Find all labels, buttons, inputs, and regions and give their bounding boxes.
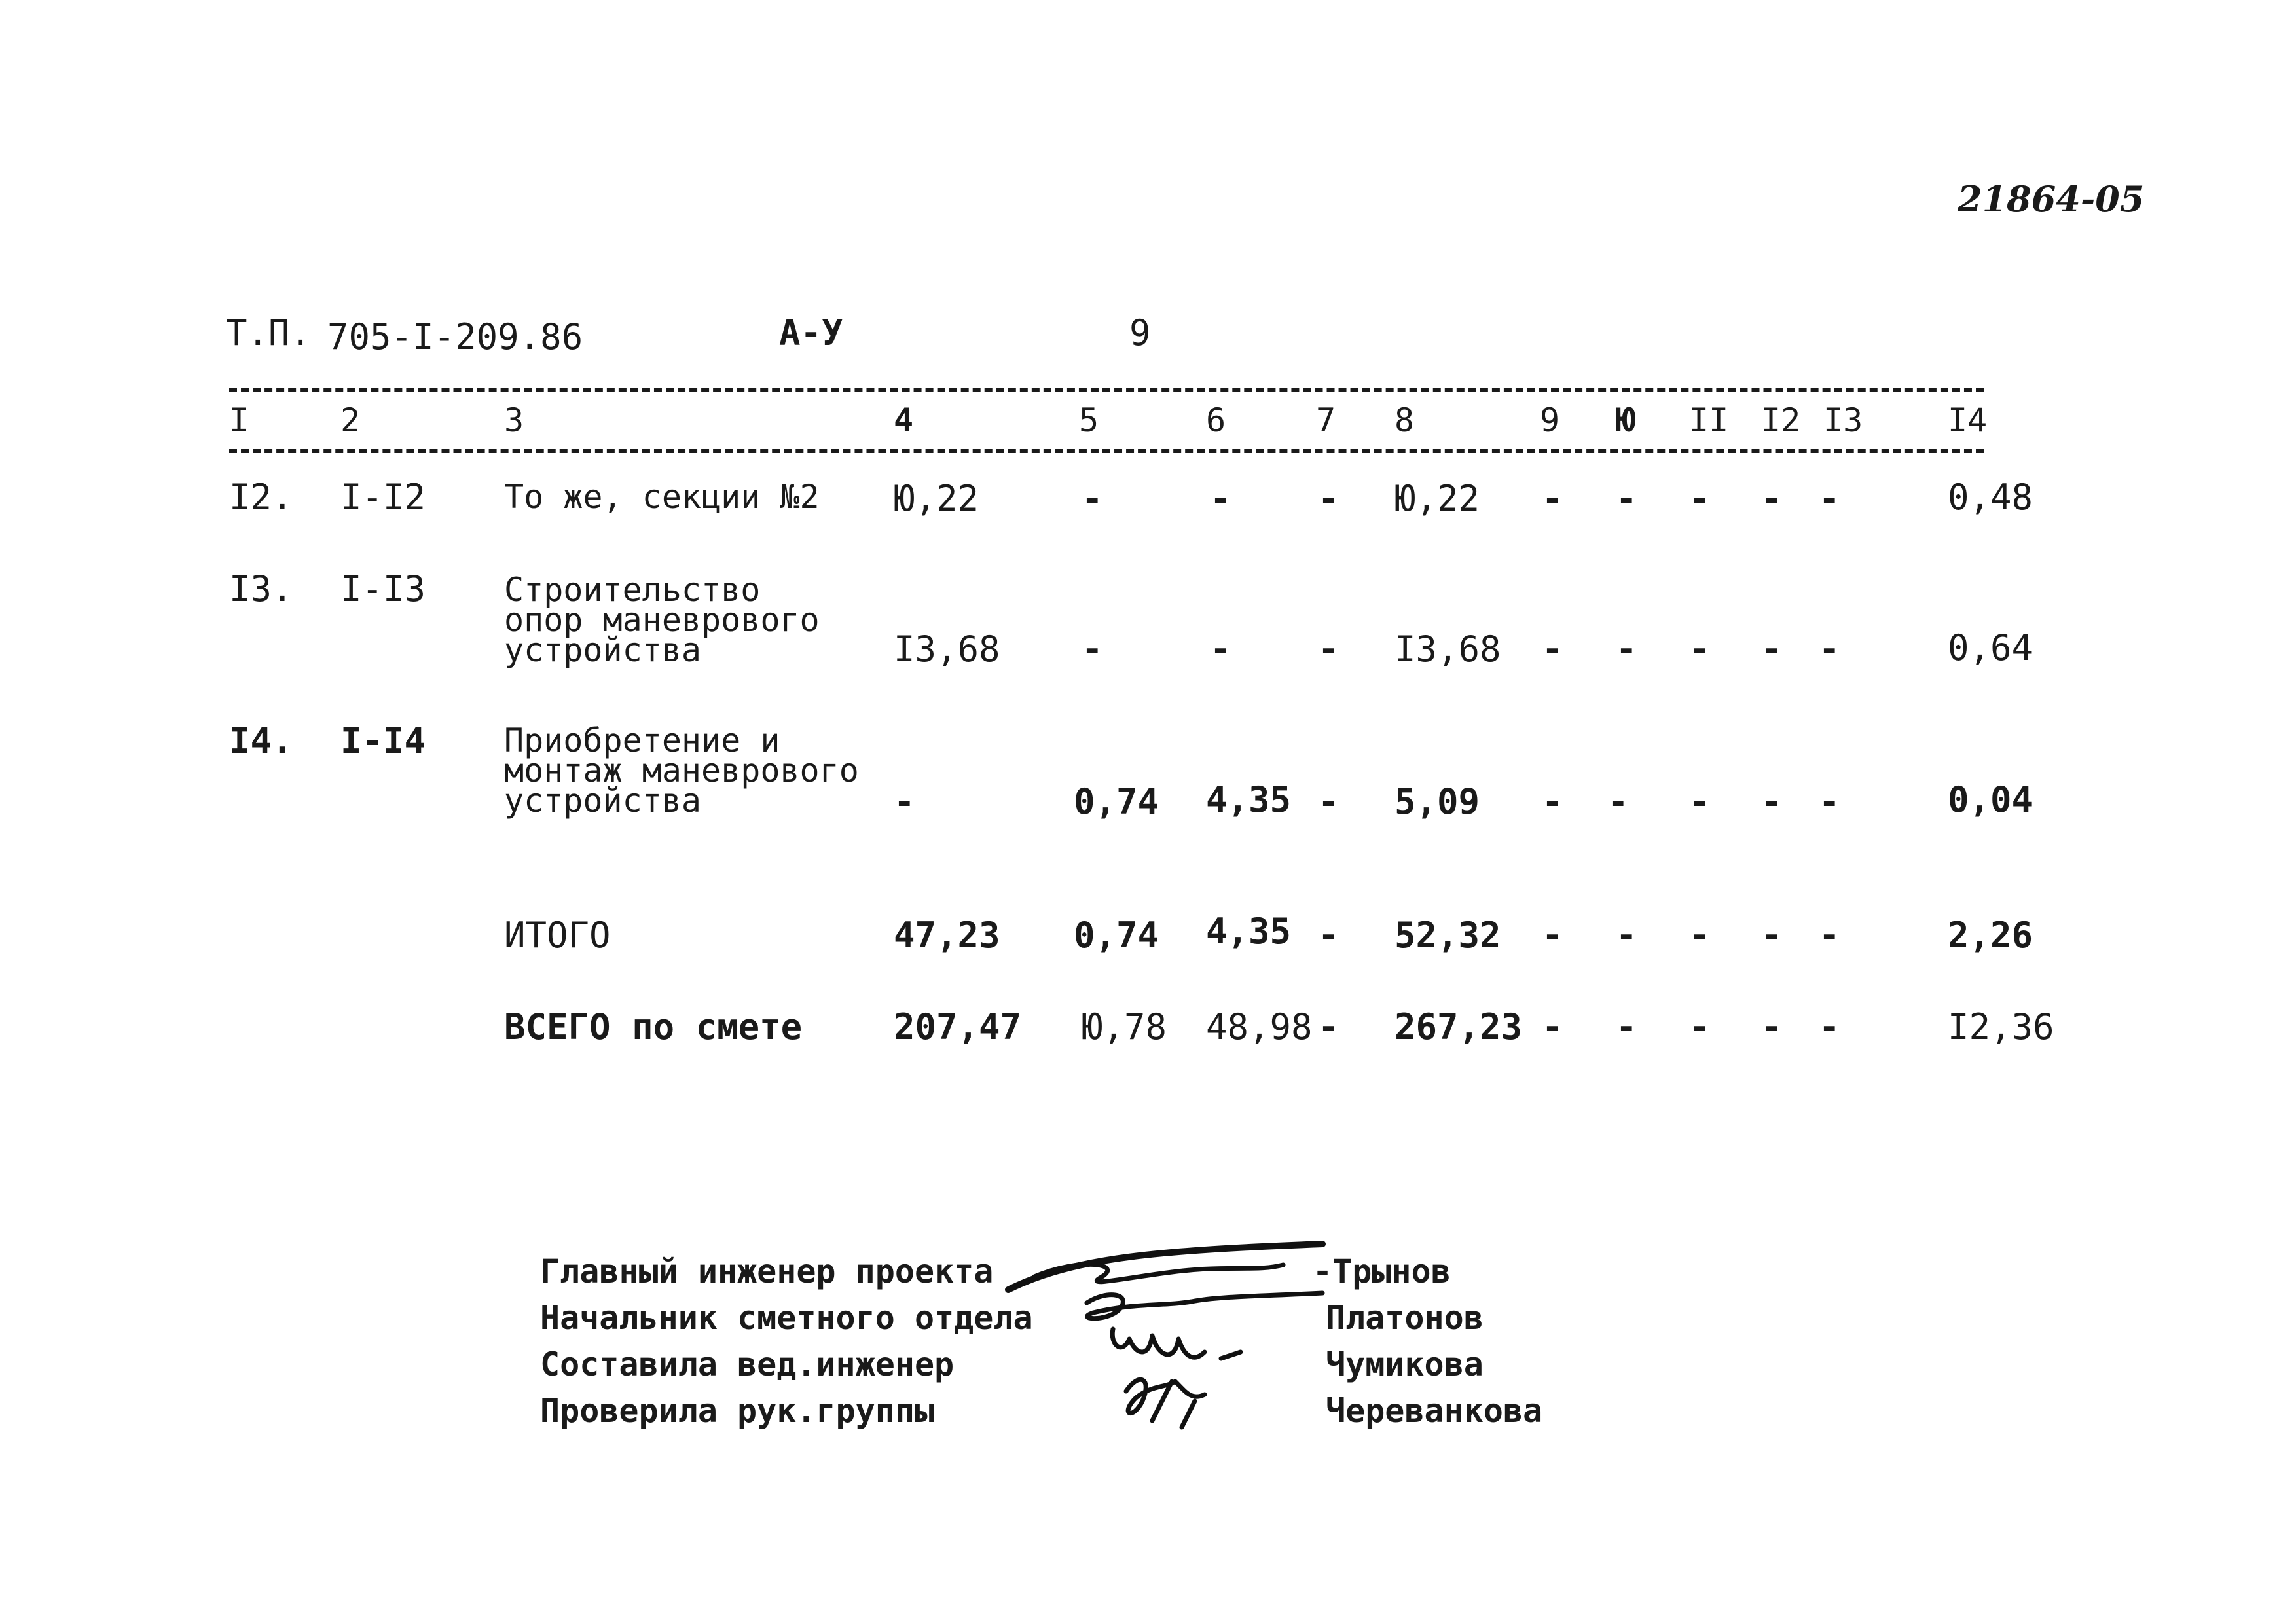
cell-c8: 267,23 [1394, 1006, 1523, 1048]
cell-c10: - [1616, 1006, 1637, 1048]
cell-c10: - [1616, 915, 1637, 956]
cell-c12: - [1761, 629, 1783, 670]
row-description-line-1: Приобретение и [504, 721, 780, 759]
row-number: I4. [229, 720, 293, 761]
doc-prefix: Т.П. [226, 312, 312, 354]
row-description-line-3: устройства [504, 631, 702, 669]
handwritten-signatures [995, 1231, 1336, 1453]
col-12: I2 [1761, 401, 1801, 439]
col-6: 6 [1206, 401, 1226, 439]
cell-c5: - [1082, 629, 1103, 670]
row-code: I-I4 [340, 720, 426, 761]
cell-c14: 0,48 [1948, 477, 2033, 518]
cell-c4: I3,68 [894, 629, 1000, 670]
cell-c10: - [1607, 781, 1629, 822]
cell-c8: 52,32 [1394, 915, 1501, 956]
cell-c9: - [1542, 478, 1563, 519]
doc-number: 705-I-209.86 [327, 316, 583, 357]
cell-c13: - [1819, 781, 1840, 822]
row-code: I-I3 [340, 568, 426, 610]
col-11: II [1689, 401, 1729, 439]
header-rule-bottom [229, 449, 1984, 453]
cell-c8: 5,09 [1394, 781, 1480, 822]
col-5: 5 [1079, 401, 1099, 439]
col-4: 4 [894, 401, 914, 439]
signature-role: Главный инженер проекта [540, 1252, 994, 1290]
cell-c9: - [1542, 1006, 1563, 1048]
col-9: 9 [1540, 401, 1560, 439]
cell-c13: - [1819, 1006, 1840, 1048]
cell-c11: - [1689, 1006, 1711, 1048]
doc-section: А-У [779, 312, 843, 354]
cell-c9: - [1542, 781, 1563, 822]
cell-c12: - [1761, 1006, 1783, 1048]
col-8: 8 [1394, 401, 1415, 439]
col-14: I4 [1948, 401, 1988, 439]
row-description-line-1: Строительство [504, 571, 761, 609]
cell-c4: Ю,22 [894, 478, 979, 519]
signature-name: -Трынов [1313, 1252, 1451, 1290]
cell-c12: - [1761, 781, 1783, 822]
col-2: 2 [340, 401, 361, 439]
cell-c11: - [1689, 478, 1711, 519]
cell-c14: 0,64 [1948, 627, 2033, 668]
cell-c7: - [1318, 1006, 1339, 1048]
cell-c11: - [1689, 629, 1711, 670]
cell-c6: 4,35 [1206, 779, 1292, 820]
cell-c4: - [894, 781, 915, 822]
cell-c5: Ю,78 [1082, 1006, 1167, 1048]
signature-name: Чумикова [1326, 1345, 1484, 1383]
cell-c13: - [1819, 629, 1840, 670]
row-number: I2. [229, 477, 293, 518]
cell-c7: - [1318, 781, 1339, 822]
cell-c13: - [1819, 915, 1840, 956]
row-number: I3. [229, 568, 293, 610]
cell-c6: - [1210, 629, 1231, 670]
col-13: I3 [1823, 401, 1863, 439]
cell-c11: - [1689, 781, 1711, 822]
row-code: I-I2 [340, 477, 426, 518]
cell-c4: 47,23 [894, 915, 1000, 956]
signature-name: Платонов [1326, 1299, 1484, 1337]
cell-c5: 0,74 [1074, 915, 1159, 956]
signature-name: Череванкова [1326, 1392, 1543, 1430]
cell-c13: - [1819, 478, 1840, 519]
archive-number: 21864-05 [1958, 178, 2145, 220]
cell-c8: I3,68 [1394, 629, 1501, 670]
page-number: 9 [1129, 312, 1151, 354]
row-description-line-2: монтаж маневрового [504, 752, 859, 790]
col-10: Ю [1616, 401, 1636, 439]
cell-c5: 0,74 [1074, 781, 1159, 822]
col-7: 7 [1316, 401, 1336, 439]
cell-c6: 4,35 [1206, 911, 1292, 952]
col-3: 3 [504, 401, 524, 439]
cell-c14: 0,04 [1948, 779, 2033, 820]
cell-c10: - [1616, 629, 1637, 670]
cell-c12: - [1761, 915, 1783, 956]
cell-c14: I2,36 [1948, 1006, 2054, 1048]
row-description: То же, секции №2 [504, 478, 820, 516]
cell-c9: - [1542, 915, 1563, 956]
cell-c8: Ю,22 [1394, 478, 1480, 519]
cell-c6: - [1210, 478, 1231, 519]
row-description-line-2: опор маневрового [504, 601, 820, 639]
signature-role: Проверила рук.группы [540, 1392, 935, 1430]
signature-role: Начальник сметного отдела [540, 1299, 1033, 1337]
cell-c12: - [1761, 478, 1783, 519]
grand-total-label: ВСЕГО по смете [504, 1006, 803, 1048]
cell-c11: - [1689, 915, 1711, 956]
cell-c7: - [1318, 478, 1339, 519]
signature-role: Составила вед.инженер [540, 1345, 955, 1383]
row-description-line-3: устройства [504, 782, 702, 820]
cell-c9: - [1542, 629, 1563, 670]
total-label: ИТОГО [504, 915, 611, 956]
col-1: I [229, 401, 249, 439]
cell-c14: 2,26 [1948, 915, 2033, 956]
cell-c4: 207,47 [894, 1006, 1022, 1048]
cell-c10: - [1616, 478, 1637, 519]
cell-c5: - [1082, 478, 1103, 519]
header-rule-top [229, 388, 1984, 392]
cell-c7: - [1318, 915, 1339, 956]
cell-c7: - [1318, 629, 1339, 670]
cell-c6: 48,98 [1206, 1006, 1313, 1048]
